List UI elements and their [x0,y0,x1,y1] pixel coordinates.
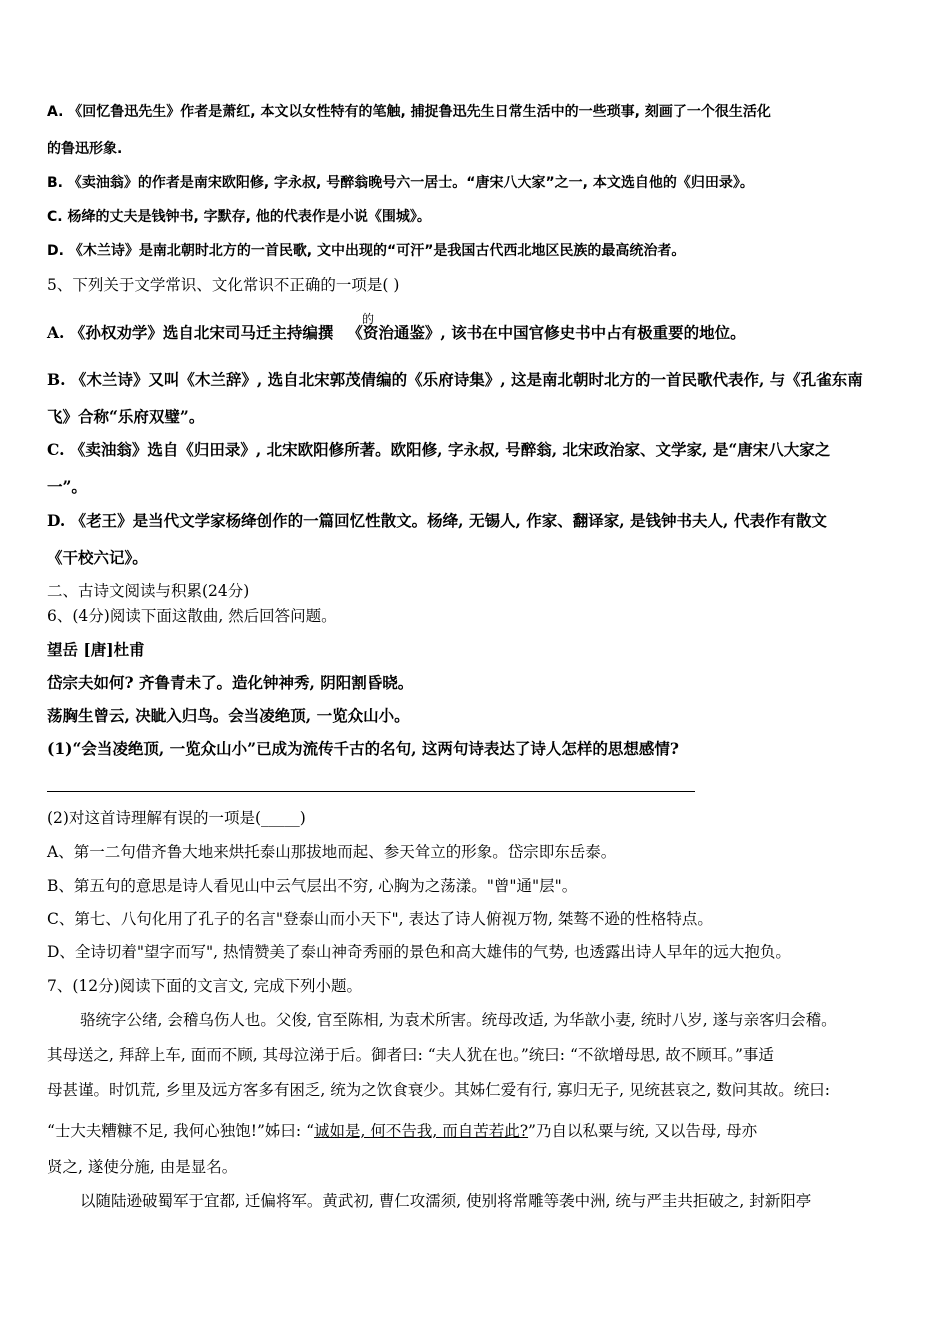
q6-option-a: A、第一二句借齐鲁大地来烘托泰山那拔地而起、参天耸立的形象。岱宗即东岳泰。 [47,843,617,861]
passage-underlined-sentence: 诚如是, 何不告我, 而自苦若此? [314,1122,529,1140]
poem-line-2: 荡胸生曾云, 决眦入归鸟。会当凌绝顶, 一览众山小。 [47,706,410,725]
q6-option-d: D、全诗切着"望字而写", 热情赞美了泰山神奇秀丽的景色和高大雄伟的气势, 也透露出诗人早年的远大抱负。 [47,943,791,961]
q6-stem: 6、(4分)阅读下面这散曲, 然后回答问题。 [47,607,337,625]
q5-option-a-tail: 《资治通鉴》, 该书在中国官修史书中占有极重要的地位。 [347,323,746,342]
q5-option-b-line2: 飞》合称“乐府双璧”。 [47,407,205,426]
q4-option-d: D. 《木兰诗》是南北朝时北方的一首民歌, 文中出现的“可汗”是我国古代西北地区民族的最高统治者。 [47,243,686,259]
q5-option-b-line1: B. 《木兰诗》又叫《木兰辞》, 选自北宋郭茂倩编的《乐府诗集》, 这是南北朝时北方的一首民歌代表作, 与《孔雀东南 [47,370,863,389]
q5-option-d-line2: 《干校六记》。 [47,548,148,567]
q4-option-a-line2: 的鲁迅形象. [47,141,123,157]
q6-option-b: B、第五句的意思是诗人看见山中云气层出不穷, 心胸为之荡漾。"曾"通"层"。 [47,877,578,895]
passage-p1-line4-a: “士大夫糟糠不足, 我何心独饱!”姊曰: “ [47,1122,315,1140]
poem-title: 望岳 [唐]杜甫 [47,640,145,659]
q7-stem: 7、(12分)阅读下面的文言文, 完成下列小题。 [47,977,363,995]
passage-p1-line4-b: ”乃自以私粟与统, 又以告母, 母亦 [528,1122,758,1140]
q4-option-b: B. 《卖油翁》的作者是南宋欧阳修, 字永叔, 号醉翁晚号六一居士。“唐宋八大家”之一, 本文选自他的《归田录》。 [47,175,754,191]
poem-line-1: 岱宗夫如何? 齐鲁青未了。造化钟神秀, 阴阳割昏晓。 [47,673,414,692]
q6-sub-question-2: (2)对这首诗理解有误的一项是(_____) [47,809,306,827]
q5-option-a-superscript: 的 [362,312,375,326]
passage-p1-line2: 其母送之, 拜辞上车, 面而不顾, 其母泣涕于后。御者曰: “夫人犹在也。”统曰: “不欲增母思, 故不顾耳。”事适 [47,1046,774,1064]
passage-p1-line5: 贤之, 遂使分施, 由是显名。 [47,1158,238,1176]
q4-option-c: C. 杨绛的丈夫是钱钟书, 字默存, 他的代表作是小说《围城》。 [47,209,431,225]
section-2-heading: 二、古诗文阅读与积累(24分) [47,582,250,600]
q6-option-c: C、第七、八句化用了孔子的名言"登泰山而小天下", 表达了诗人俯视万物, 桀骜不逊的性格特点。 [47,910,713,928]
answer-line [47,791,695,792]
passage-p1-line1: 骆统字公绪, 会稽乌伤人也。父俊, 官至陈相, 为袁术所害。统母改适, 为华歆小妻, 统时八岁, 遂与亲客归会稽。 [80,1011,837,1029]
q5-stem: 5、下列关于文学常识、文化常识不正确的一项是( ) [47,276,400,294]
q4-option-a-line1: A. 《回忆鲁迅先生》作者是萧红, 本文以女性特有的笔触, 捕捉鲁迅先生日常生活中的一些琐事, 刻画了一个很生活化 [47,104,771,120]
passage-p1-line4 [47,1121,757,1141]
q6-sub-question-1: (1)“会当凌绝顶, 一览众山小”已成为流传千古的名句, 这两句诗表达了诗人怎样的思想感情? [47,739,679,758]
passage-p1-line3: 母甚谨。时饥荒, 乡里及远方客多有困乏, 统为之饮食衰少。其姊仁爱有行, 寡归无子, 见统甚哀之, 数问其故。统曰: [47,1081,830,1099]
q5-option-a [47,323,746,343]
q5-option-a-text: A. 《孙权劝学》选自北宋司马迁主持编撰 [47,323,334,342]
q5-option-c-line2: 一”。 [47,477,87,496]
q5-option-c-line1: C. 《卖油翁》选自《归田录》, 北宋欧阳修所著。欧阳修, 字永叔, 号醉翁, 北宋政治家、文学家, 是“唐宋八大家之 [47,440,831,459]
passage-p2-line1: 以随陆逊破蜀军于宜都, 迁偏将军。黄武初, 曹仁攻濡须, 使别将常雕等袭中洲, 统与严圭共拒破之, 封新阳亭 [80,1192,812,1210]
q5-option-d-line1: D. 《老王》是当代文学家杨绛创作的一篇回忆性散文。杨绛, 无锡人, 作家、翻译家, 是钱钟书夫人, 代表作有散文 [47,511,827,530]
